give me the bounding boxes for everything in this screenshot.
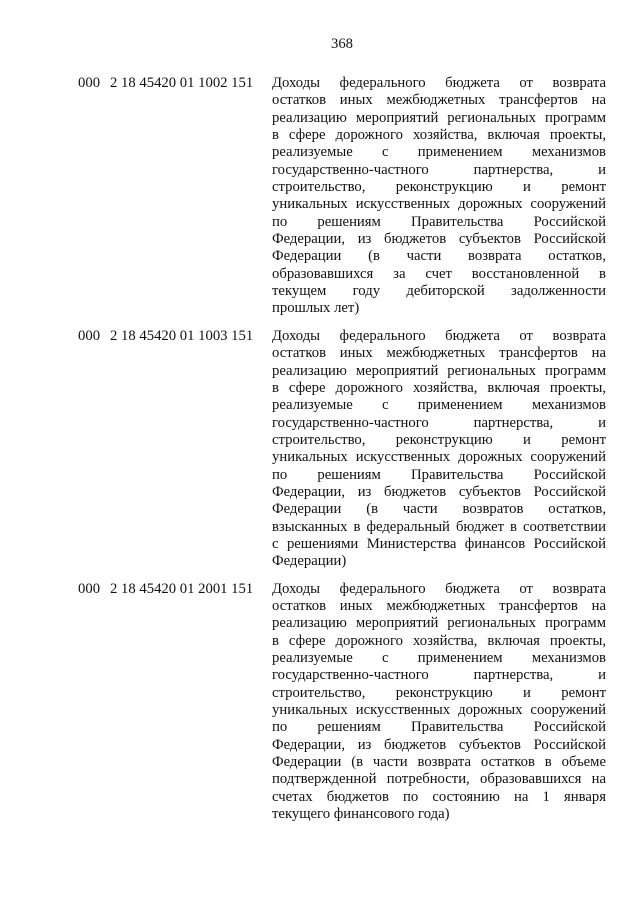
description-line: в сфере дорожного хозяйства, включая проекты,	[272, 127, 606, 144]
description-line: строительство, реконструкцию и ремонт	[272, 179, 606, 196]
description-line: в сфере дорожного хозяйства, включая проекты,	[272, 379, 606, 396]
description-line: Доходы федерального бюджета от возврата	[272, 327, 606, 344]
description-line: уникальных искусственных дорожных сооружений	[272, 196, 606, 213]
table-row	[0, 75, 640, 318]
description-line: Федерации, из бюджетов субъектов Российской	[272, 483, 606, 500]
description-line: с решениями Министерства финансов Российской	[272, 535, 606, 552]
description-line: реализацию мероприятий региональных программ	[272, 615, 606, 632]
description-line: прошлых лет)	[272, 300, 360, 317]
description-line: остатков иных межбюджетных трансфертов на	[272, 345, 606, 362]
description-line: остатков иных межбюджетных трансфертов на	[272, 92, 606, 109]
description-line: текущем году дебиторской задолженности	[272, 283, 606, 300]
admin-code: 000	[78, 327, 101, 344]
description-line: строительство, реконструкцию и ремонт	[272, 431, 606, 448]
description-line: Федерации (в части возвратов остатков,	[272, 501, 606, 518]
description-line: взысканных в федеральный бюджет в соответствии	[272, 518, 606, 535]
description-line: Доходы федерального бюджета от возврата	[272, 75, 606, 91]
description-line: по решениям Правительства Российской	[272, 466, 606, 483]
page-number: 368	[330, 36, 354, 52]
description-line: Федерации (в части возврата остатков,	[272, 248, 606, 265]
revenue-description	[272, 581, 606, 824]
description-line: реализацию мероприятий региональных программ	[272, 362, 606, 379]
description-line: государственно-частного партнерства, и	[272, 414, 606, 431]
budget-classification-code: 2 18 45420 01 1003 151	[110, 327, 254, 344]
description-line: текущего финансового года)	[272, 806, 450, 823]
table-row	[0, 328, 640, 571]
budget-classification-code: 2 18 45420 01 1002 151	[110, 75, 254, 91]
description-line: реализуемые с применением механизмов	[272, 144, 606, 161]
description-line: счетах бюджетов по состоянию на 1 января	[272, 788, 606, 805]
description-line: государственно-частного партнерства, и	[272, 161, 606, 178]
description-line: строительство, реконструкцию и ремонт	[272, 684, 606, 701]
description-line: уникальных искусственных дорожных сооружений	[272, 449, 606, 466]
budget-code-table	[0, 75, 640, 833]
description-line: уникальных искусственных дорожных сооружений	[272, 702, 606, 719]
admin-code: 000	[78, 580, 101, 597]
description-line: Федерации)	[272, 553, 347, 570]
revenue-description	[272, 328, 606, 571]
description-line: государственно-частного партнерства, и	[272, 667, 606, 684]
table-row	[0, 581, 640, 824]
description-line: по решениям Правительства Российской	[272, 719, 606, 736]
description-line: реализуемые с применением механизмов	[272, 397, 606, 414]
description-line: подтвержденной потребности, образовавшихся на	[272, 771, 606, 788]
description-line: остатков иных межбюджетных трансфертов на	[272, 597, 606, 614]
description-line: в сфере дорожного хозяйства, включая проекты,	[272, 632, 606, 649]
description-line: Федерации, из бюджетов субъектов Российской	[272, 736, 606, 753]
description-line: Федерации (в части возврата остатков в объеме	[272, 754, 606, 771]
description-line: реализуемые с применением механизмов	[272, 650, 606, 666]
description-line: реализацию мероприятий региональных программ	[272, 109, 606, 126]
budget-classification-code: 2 18 45420 01 2001 151	[110, 580, 254, 597]
description-line: Доходы федерального бюджета от возврата	[272, 580, 606, 597]
description-line: по решениям Правительства Российской	[272, 213, 606, 230]
description-line: образовавшихся за счет восстановленной в	[272, 265, 606, 282]
revenue-description	[272, 75, 606, 318]
description-line: Федерации, из бюджетов субъектов Российской	[272, 231, 606, 248]
admin-code: 000	[78, 75, 101, 91]
